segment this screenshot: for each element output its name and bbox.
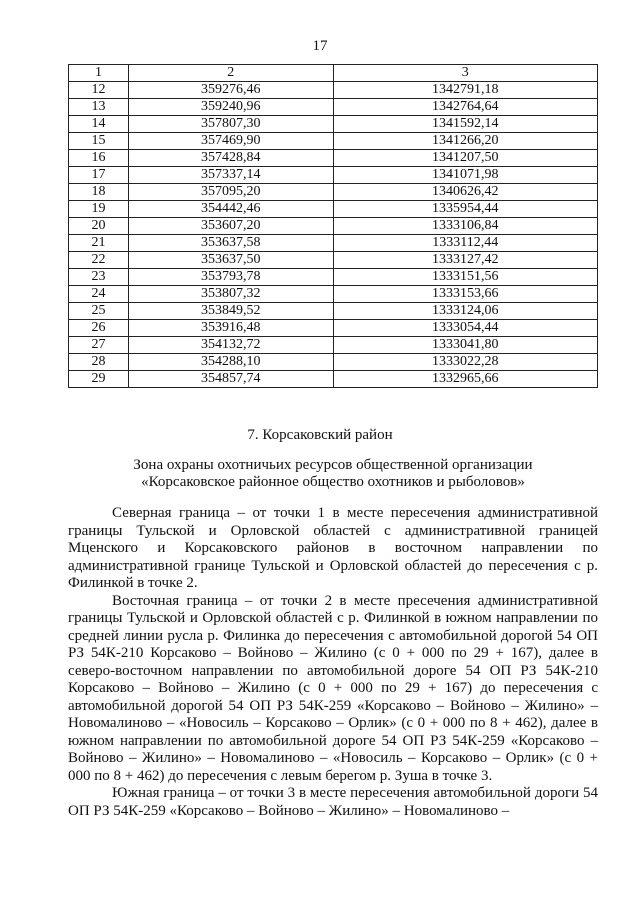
header-y-coordinate: 3 [333, 65, 598, 82]
cell-x-coordinate: 354132,72 [128, 337, 333, 354]
cell-point-number: 18 [69, 184, 129, 201]
east-boundary-paragraph: Восточная граница – от точки 2 в месте пресечения административной границы Тульской и Орловской областей с р. Филинкой в южном направлении по средней линии русла р. Филинка до пересечения с автомобильной дорогой 54 ОП РЗ 54К-210 Корсаково – Войново – Жилино (с 0 + 000 по 29 + 167), далее в северо-восточном направлении по автомобильной дороге 54 ОП РЗ 54К-210 Корсаково – Войново – Жилино (с 0 + 000 по 29 + 167) до пересечения с автомобильной дорогой 54 ОП РЗ 54К-259 «Корсаково – Войново – Жилино» – Новомалиново – «Новосиль – Корсаково – Орлик» (с 0 + 000 по 8 + 462), далее в южном направлении по автомобильной дороге 54 ОП РЗ 54К-259 «Корсаково – Войново – Жилино» – Новомалиново – «Новосиль – Корсаково – Орлик» (с 0 + 000 по 8 + 462) до пересечения с левым берегом р. Зуша в точке 3. [68, 592, 598, 784]
page-number: 17 [312, 38, 328, 54]
cell-y-coordinate: 1333153,66 [333, 286, 598, 303]
cell-x-coordinate: 354288,10 [128, 354, 333, 371]
cell-x-coordinate: 353637,58 [128, 235, 333, 252]
cell-x-coordinate: 354857,74 [128, 371, 333, 388]
cell-point-number: 17 [69, 167, 129, 184]
cell-point-number: 21 [69, 235, 129, 252]
cell-y-coordinate: 1333151,56 [333, 269, 598, 286]
cell-x-coordinate: 357807,30 [128, 116, 333, 133]
cell-point-number: 14 [69, 116, 129, 133]
table-row [69, 354, 598, 371]
cell-x-coordinate: 357095,20 [128, 184, 333, 201]
coordinates-table [68, 64, 598, 388]
cell-y-coordinate: 1333124,06 [333, 303, 598, 320]
section-title: 7. Корсаковский район [247, 427, 393, 443]
cell-point-number: 13 [69, 99, 129, 116]
south-boundary-paragraph: Южная граница – от точки 3 в месте пересечения автомобильной дороги 54 ОП РЗ 54К-259 «Корсаково – Войново – Жилино» – Новомалиново – [68, 785, 598, 819]
cell-y-coordinate: 1333106,84 [333, 218, 598, 235]
boundary-description [68, 505, 598, 820]
cell-y-coordinate: 1333112,44 [333, 235, 598, 252]
cell-point-number: 28 [69, 354, 129, 371]
cell-point-number: 12 [69, 82, 129, 99]
cell-y-coordinate: 1342791,18 [333, 82, 598, 99]
cell-y-coordinate: 1341207,50 [333, 150, 598, 167]
header-x-coordinate: 2 [128, 65, 333, 82]
cell-y-coordinate: 1341266,20 [333, 133, 598, 150]
table-row [69, 269, 598, 286]
cell-x-coordinate: 353793,78 [128, 269, 333, 286]
cell-x-coordinate: 357337,14 [128, 167, 333, 184]
cell-y-coordinate: 1333041,80 [333, 337, 598, 354]
table-row [69, 201, 598, 218]
cell-point-number: 22 [69, 252, 129, 269]
table-header-row [69, 65, 598, 82]
table-row [69, 303, 598, 320]
cell-point-number: 15 [69, 133, 129, 150]
north-boundary-paragraph: Северная граница – от точки 1 в месте пересечения административной границы Тульской и Орловской областей с административной границей Мценского и Корсаковского районов в восточном направлении по административной границе Тульской и Орловской областей до пересечения с р. Филинкой в точке 2. [68, 505, 598, 591]
zone-title-line-2: «Корсаковское районное общество охотников и рыболовов» [141, 474, 525, 490]
cell-point-number: 24 [69, 286, 129, 303]
cell-x-coordinate: 357469,90 [128, 133, 333, 150]
table-row [69, 218, 598, 235]
table-body [69, 82, 598, 388]
cell-x-coordinate: 359240,96 [128, 99, 333, 116]
table-row [69, 184, 598, 201]
zone-title-line-1: Зона охраны охотничьих ресурсов общественной организации [133, 457, 533, 473]
cell-x-coordinate: 359276,46 [128, 82, 333, 99]
cell-y-coordinate: 1341071,98 [333, 167, 598, 184]
table-row [69, 167, 598, 184]
zone-title [68, 457, 598, 491]
cell-x-coordinate: 357428,84 [128, 150, 333, 167]
cell-y-coordinate: 1333127,42 [333, 252, 598, 269]
table-row [69, 82, 598, 99]
table-row [69, 133, 598, 150]
cell-y-coordinate: 1333022,28 [333, 354, 598, 371]
cell-y-coordinate: 1341592,14 [333, 116, 598, 133]
table-row [69, 320, 598, 337]
cell-y-coordinate: 1333054,44 [333, 320, 598, 337]
header-point-number: 1 [69, 65, 129, 82]
cell-x-coordinate: 353637,50 [128, 252, 333, 269]
cell-point-number: 16 [69, 150, 129, 167]
cell-x-coordinate: 353607,20 [128, 218, 333, 235]
table-row [69, 286, 598, 303]
cell-point-number: 23 [69, 269, 129, 286]
cell-x-coordinate: 353916,48 [128, 320, 333, 337]
cell-y-coordinate: 1335954,44 [333, 201, 598, 218]
cell-x-coordinate: 354442,46 [128, 201, 333, 218]
cell-point-number: 25 [69, 303, 129, 320]
table-row [69, 116, 598, 133]
cell-point-number: 19 [69, 201, 129, 218]
cell-x-coordinate: 353807,32 [128, 286, 333, 303]
table-row [69, 235, 598, 252]
cell-point-number: 27 [69, 337, 129, 354]
cell-y-coordinate: 1340626,42 [333, 184, 598, 201]
cell-y-coordinate: 1342764,64 [333, 99, 598, 116]
table-row [69, 337, 598, 354]
table-row [69, 99, 598, 116]
cell-x-coordinate: 353849,52 [128, 303, 333, 320]
table-row [69, 252, 598, 269]
cell-point-number: 29 [69, 371, 129, 388]
cell-point-number: 26 [69, 320, 129, 337]
table-row [69, 371, 598, 388]
table-row [69, 150, 598, 167]
cell-point-number: 20 [69, 218, 129, 235]
cell-y-coordinate: 1332965,66 [333, 371, 598, 388]
